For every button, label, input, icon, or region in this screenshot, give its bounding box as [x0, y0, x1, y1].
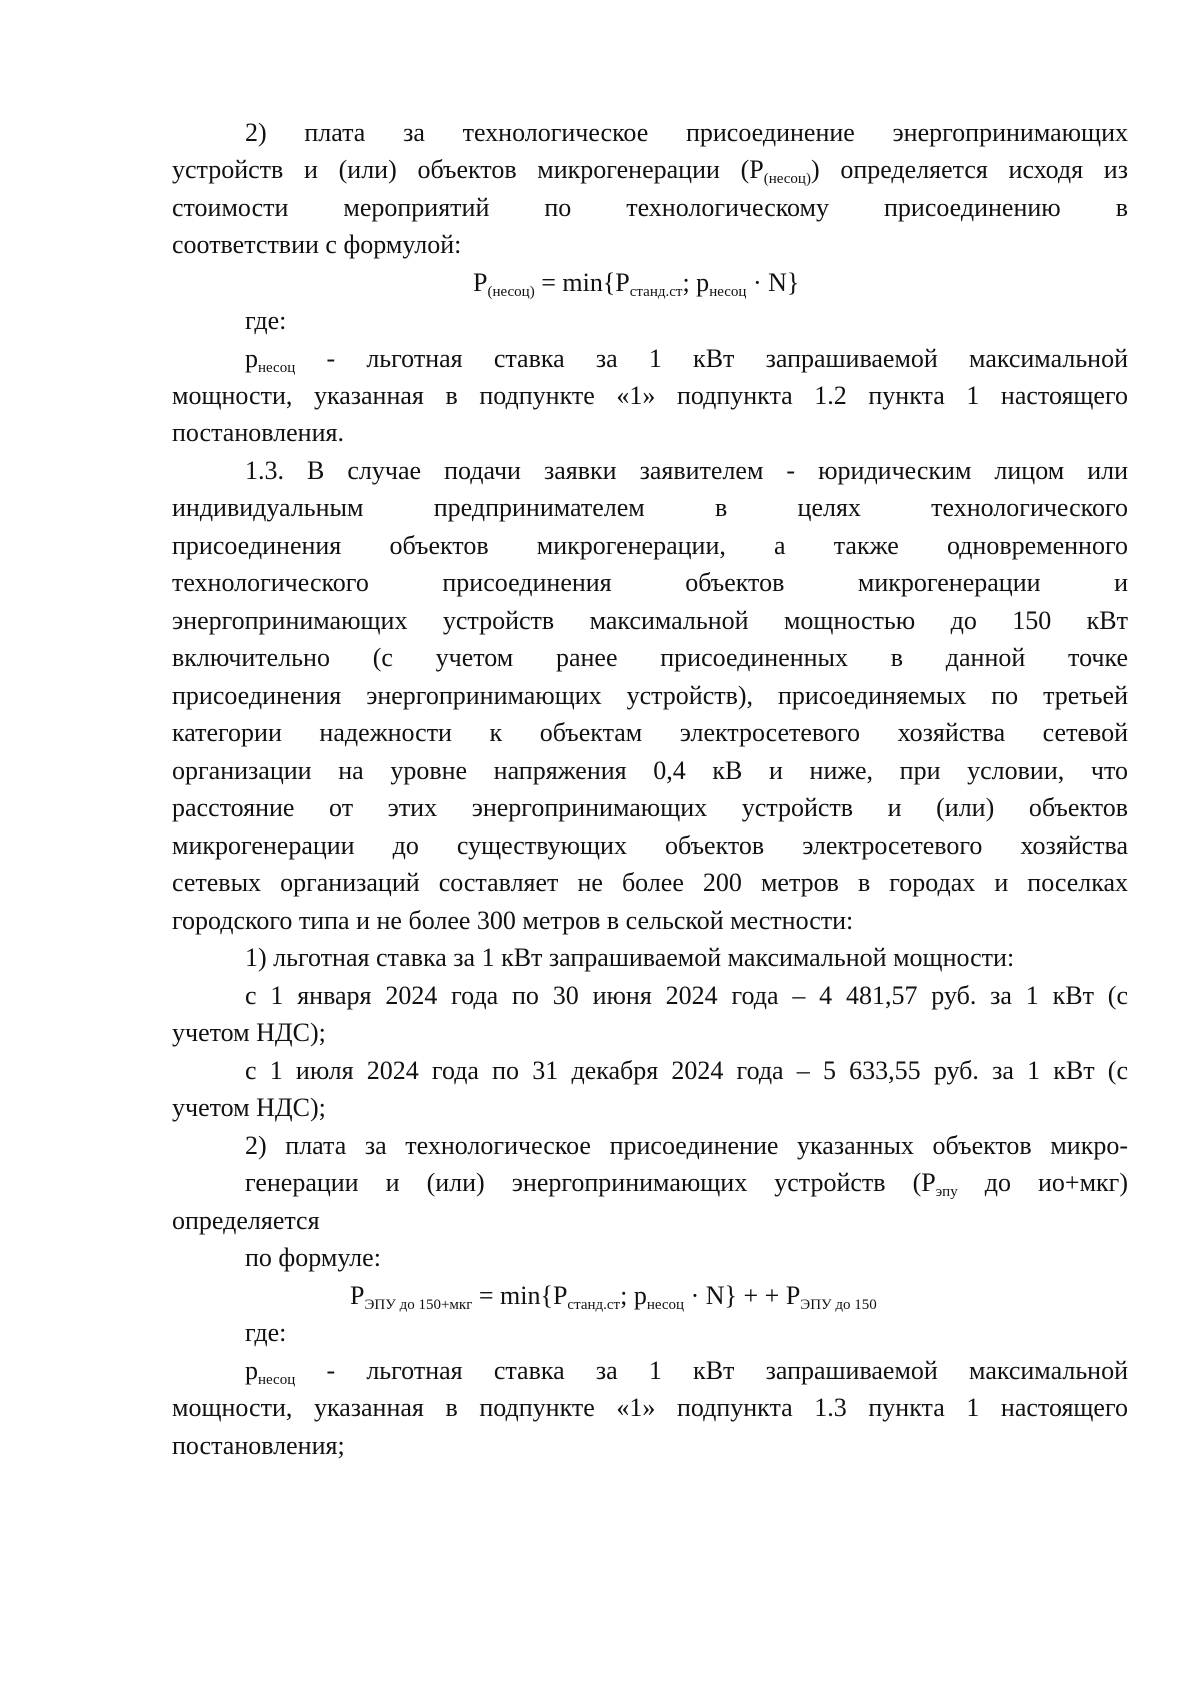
paragraph-line: по формуле:	[245, 1243, 381, 1272]
formula-subscript: несоц	[258, 360, 296, 376]
formula-symbol: P	[473, 268, 488, 297]
text-fragment: генерации и (или) энергопринимающих устройств (Р	[245, 1168, 936, 1197]
formula-symbol: Р	[350, 1281, 365, 1310]
paragraph-line: городского типа и не более 300 метров в сельской местности:	[172, 906, 854, 935]
where-label: где:	[245, 1318, 287, 1347]
paragraph-line: соответствии с формулой:	[172, 230, 462, 259]
paragraph-line: с 1 января 2024 года по 30 июня 2024 года – 4 481,57 руб. за 1 кВт (с	[245, 981, 1128, 1010]
formula-symbol: = min{P	[472, 1281, 568, 1310]
subscript: эпу	[935, 1184, 958, 1200]
formula-symbol: ; p	[682, 268, 710, 297]
paragraph-line: индивидуальным предпринимателем в целях технологического	[172, 493, 1128, 522]
formula-subscript: ЭПУ до 150	[800, 1297, 877, 1313]
paragraph-line: 2) плата за технологическое присоединение энергопринимающих	[245, 118, 1128, 147]
formula-symbol: ; p	[620, 1281, 647, 1310]
formula-subscript: станд.ст	[629, 284, 683, 300]
section-heading-line: 1.3. В случае подачи заявки заявителем - юридическим лицом или	[245, 456, 1128, 485]
paragraph-line: постановления;	[172, 1431, 345, 1460]
paragraph-line: мощности, указанная в подпункте «1» подпункта 1.3 пункта 1 настоящего	[172, 1393, 1128, 1422]
paragraph-line	[245, 344, 1128, 376]
formula-subscript: несоц	[258, 1372, 296, 1388]
paragraph-line: категории надежности к объектам электросетевого хозяйства сетевой	[172, 718, 1128, 747]
text-fragment: - льготная ставка за 1 кВт запрашиваемой максимальной	[326, 1356, 1128, 1385]
paragraph-line: стоимости мероприятий по технологическому присоединению в	[172, 193, 1128, 222]
paragraph-line: присоединения объектов микрогенерации, а также одновременного	[172, 531, 1128, 560]
subscript: (несоц)	[763, 171, 811, 187]
formula-1	[473, 268, 799, 300]
formula-symbol: · N}	[746, 268, 800, 297]
paragraph-line: технологического присоединения объектов микрогенерации и	[172, 568, 1128, 597]
formula-symbol: · N} + + Р	[684, 1281, 801, 1310]
paragraph-line: учетом НДС);	[172, 1018, 326, 1047]
paragraph-line: энергопринимающих устройств максимальной мощностью до 150 кВт	[172, 606, 1128, 635]
paragraph-line: присоединения энергопринимающих устройств), присоединяемых по третьей	[172, 681, 1128, 710]
formula-subscript: (несоц)	[487, 284, 535, 300]
paragraph-line: постановления.	[172, 418, 344, 447]
where-label: где:	[245, 306, 287, 335]
formula-subscript: станд.ст	[567, 1297, 621, 1313]
formula-subscript: несоц	[646, 1297, 685, 1313]
text-fragment: ) определяется исходя из	[810, 155, 1128, 184]
paragraph-line: с 1 июля 2024 года по 31 декабря 2024 года – 5 633,55 руб. за 1 кВт (с	[245, 1056, 1128, 1085]
paragraph-line: 2) плата за технологическое присоединение указанных объектов микро-	[245, 1131, 1128, 1160]
paragraph-line: сетевых организаций составляет не более 200 метров в городах и поселках	[172, 868, 1128, 897]
formula-symbol: = min{P	[534, 268, 630, 297]
formula-subscript: несоц	[709, 284, 747, 300]
paragraph-line: включительно (с учетом ранее присоединенных в данной точке	[172, 643, 1128, 672]
text-fragment: - льготная ставка за 1 кВт запрашиваемой максимальной	[326, 344, 1128, 373]
paragraph-line: учетом НДС);	[172, 1093, 326, 1122]
paragraph-line	[245, 1168, 1128, 1200]
paragraph-line: микрогенерации до существующих объектов электросетевого хозяйства	[172, 831, 1128, 860]
paragraph-line	[172, 155, 1128, 187]
formula-symbol: p	[245, 344, 258, 373]
paragraph-line: определяется	[172, 1206, 320, 1235]
formula-2	[350, 1281, 877, 1313]
paragraph-line: 1) льготная ставка за 1 кВт запрашиваемой максимальной мощности:	[245, 943, 1015, 972]
paragraph-line: организации на уровне напряжения 0,4 кВ и ниже, при условии, что	[172, 756, 1128, 785]
paragraph-line: расстояние от этих энергопринимающих устройств и (или) объектов	[172, 793, 1128, 822]
paragraph-line	[245, 1356, 1128, 1388]
text-fragment: до ио+мкг)	[957, 1168, 1128, 1197]
formula-subscript: ЭПУ до 150+мкг	[364, 1297, 473, 1313]
paragraph-line: мощности, указанная в подпункте «1» подпункта 1.2 пункта 1 настоящего	[172, 381, 1128, 410]
text-fragment: устройств и (или) объектов микрогенерации (P	[172, 155, 764, 184]
formula-symbol: p	[245, 1356, 258, 1385]
